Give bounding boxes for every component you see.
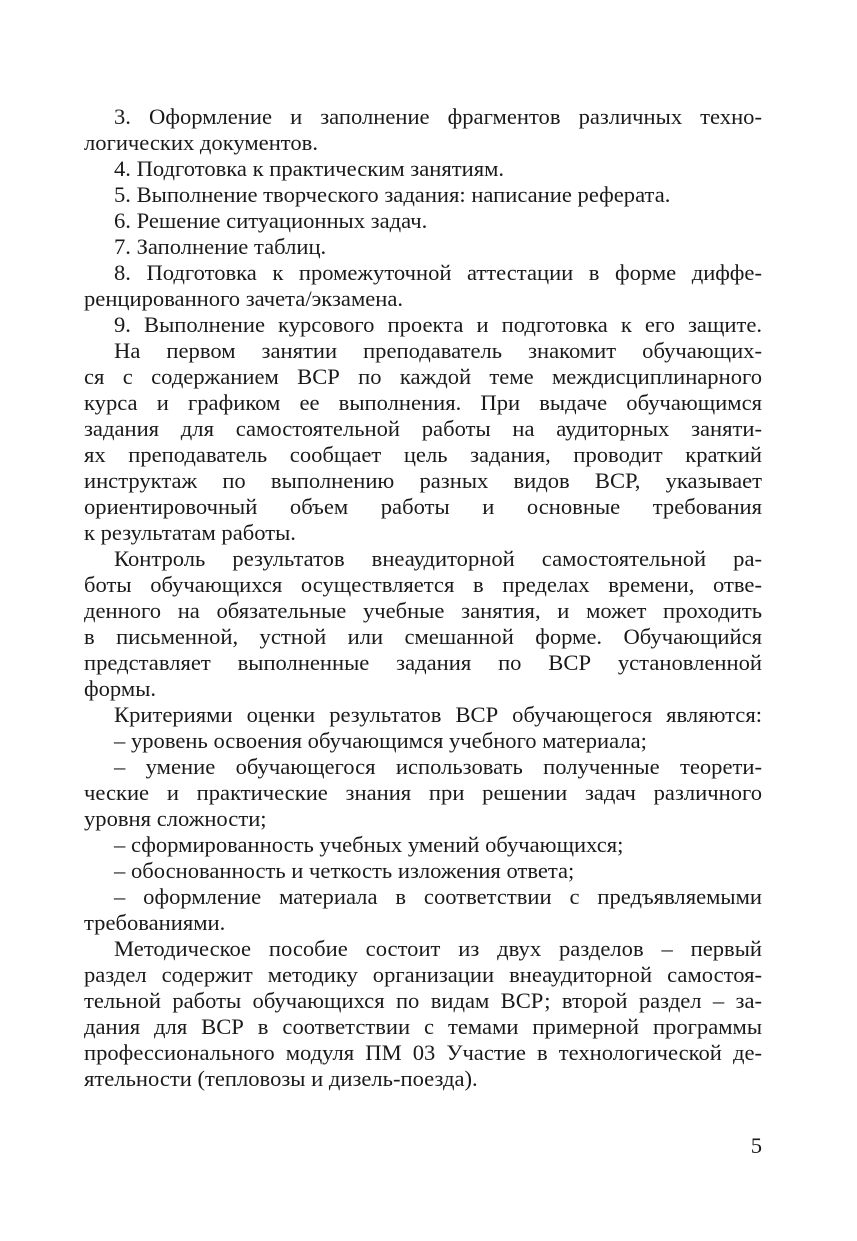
paragraph-line: Контроль результатов внеаудиторной самостоятельной ра- — [114, 546, 762, 571]
list-item-7: 7. Заполнение таблиц. — [114, 234, 327, 259]
list-item-9: 9. Выполнение курсового проекта и подготовка к его защите. — [114, 312, 762, 337]
list-item-5: 5. Выполнение творческого задания: написание реферата. — [114, 182, 671, 207]
criteria-item: – обоснованность и четкость изложения ответа; — [114, 858, 575, 883]
paragraph-line: в письменной, устной или смешанной форме. Обучающийся — [84, 624, 762, 649]
paragraph-line: к результатам работы. — [84, 520, 296, 545]
paragraph-line: ях преподаватель сообщает цель задания, проводит краткий — [84, 442, 762, 467]
paragraph-line: денного на обязательные учебные занятия, и может проходить — [84, 598, 762, 623]
criteria-item: – оформление материала в соответствии с предъявляемыми — [114, 884, 762, 909]
paragraph-line: тельной работы обучающихся по видам ВСР; второй раздел – за- — [84, 988, 762, 1013]
paragraph-line: Методическое пособие состоит из двух разделов – первый — [114, 936, 762, 961]
paragraph-line: дания для ВСР в соответствии с темами примерной программы — [84, 1014, 762, 1039]
list-item-8: 8. Подготовка к промежуточной аттестации в форме диффе- — [114, 260, 762, 285]
paragraph-line: Критериями оценки результатов ВСР обучающегося являются: — [114, 702, 762, 727]
paragraph-line: ориентировочный объем работы и основные требования — [84, 494, 762, 519]
criteria-item-cont: уровня сложности; — [84, 806, 267, 831]
criteria-item: – сформированность учебных умений обучающихся; — [114, 832, 624, 857]
criteria-item-cont: требованиями. — [84, 910, 226, 935]
paragraph-line: инструктаж по выполнению разных видов ВСР, указывает — [84, 468, 762, 493]
list-item-4: 4. Подготовка к практическим занятиям. — [114, 156, 505, 181]
list-item-3-cont: логических документов. — [84, 130, 318, 155]
paragraph-line: На первом занятии преподаватель знакомит обучающих- — [114, 338, 762, 363]
paragraph-line: ятельности (тепловозы и дизель-поезда). — [84, 1066, 478, 1091]
criteria-item: – уровень освоения обучающимся учебного материала; — [114, 728, 647, 753]
list-item-8-cont: ренцированного зачета/экзамена. — [84, 286, 404, 311]
paragraph-line: формы. — [84, 676, 157, 701]
list-item-6: 6. Решение ситуационных задач. — [114, 208, 428, 233]
paragraph-line: ся с содержанием ВСР по каждой теме междисциплинарного — [84, 364, 762, 389]
paragraph-line: профессионального модуля ПМ 03 Участие в технологической де- — [84, 1040, 762, 1065]
paragraph-line: боты обучающихся осуществляется в пределах времени, отве- — [84, 572, 762, 597]
list-item-3: 3. Оформление и заполнение фрагментов различных техно- — [114, 104, 762, 129]
paragraph-line: курса и графиком ее выполнения. При выдаче обучающимся — [84, 390, 762, 415]
paragraph-line: задания для самостоятельной работы на аудиторных заняти- — [84, 416, 762, 441]
paragraph-line: раздел содержит методику организации внеаудиторной самостоя- — [84, 962, 762, 987]
criteria-item: – умение обучающегося использовать полученные теорети- — [114, 754, 762, 779]
criteria-item-cont: ческие и практические знания при решении задач различного — [84, 780, 762, 805]
paragraph-line: представляет выполненные задания по ВСР установленной — [84, 650, 762, 675]
page-number: 5 — [750, 1133, 762, 1158]
